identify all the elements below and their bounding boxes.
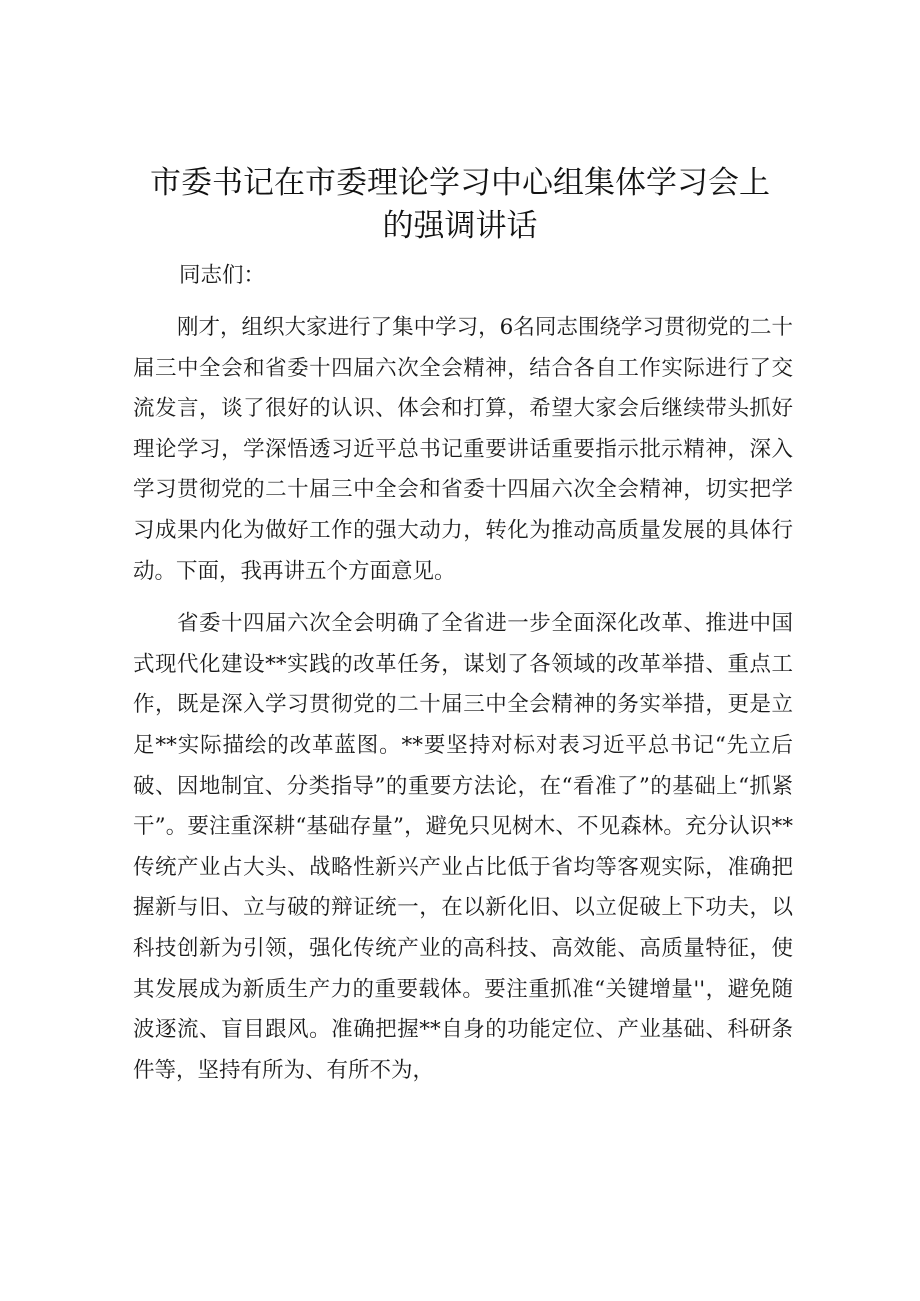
document-body <box>133 256 793 1103</box>
paragraph-1: 刚才，组织大家进行了集中学习，6名同志围绕学习贯彻党的二十届三中全会和省委十四届六次全会精神，结合各自工作实际进行了交流发言，谈了很好的认识、体会和打算，希望大家会后继续带头抓好理论学习，学深悟透习近平总书记重要讲话重要指示批示精神，深入学习贯彻党的二十届三中全会和省委十四届六次全会精神，切实把学习成果内化为做好工作的强大动力，转化为推动高质量发展的具体行动。下面，我再讲五个方面意见。 <box>133 315 793 584</box>
salutation: 同志们： <box>179 263 266 288</box>
document-title <box>100 162 820 248</box>
title-line-2: 的强调讲话 <box>382 208 538 244</box>
paragraph-2: 省委十四届六次全会明确了全省进一步全面深化改革、推进中国式现代化建设**实践的改革任务，谋划了各领域的改革举措、重点工作，既是深入学习贯彻党的二十届三中全会精神的务实举措，更是立足**实际描绘的改革蓝图。**要坚持对标对表习近平总书记“先立后破、因地制宜、分类指导”的重要方法论，在“看准了”的基础上“抓紧干”。要注重深耕“基础存量”，避免只见树木、不见森林。充分认识**传统产业占大头、战略性新兴产业占比低于省均等客观实际，准确把握新与旧、立与破的辩证统一，在以新化旧、以立促破上下功夫，以科技创新为引领，强化传统产业的高科技、高效能、高质量特征，使其发展成为新质生产力的重要载体。要注重抓准“关键增量''，避免随波逐流、盲目跟风。准确把握**自身的功能定位、产业基础、科研条件等，坚持有所为、有所不为， <box>133 611 793 1083</box>
title-line-1: 市委书记在市委理论学习中心组集体学习会上 <box>150 165 770 201</box>
